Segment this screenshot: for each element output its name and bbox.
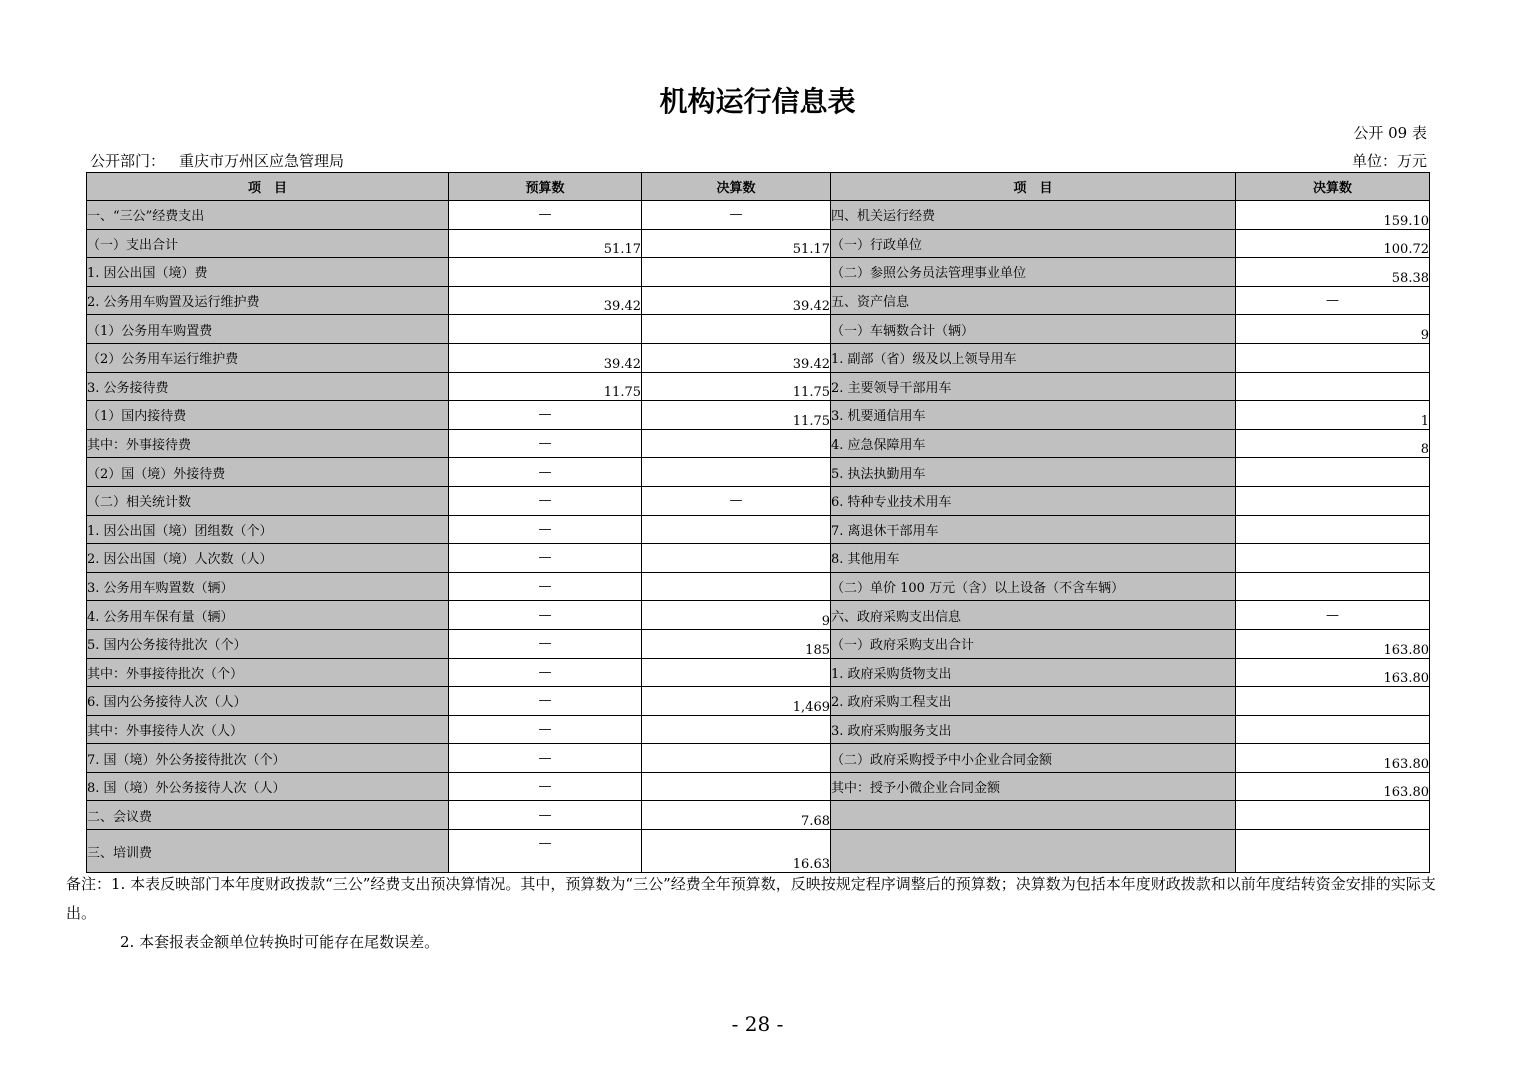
row-label-left: 2. 公务用车购置及运行维护费	[87, 286, 449, 315]
actual-value: 185	[642, 629, 831, 658]
actual-value	[642, 715, 831, 744]
actual-value	[642, 544, 831, 573]
unit-label: 单位：万元	[1351, 152, 1427, 170]
actual-value-right	[1236, 801, 1430, 830]
budget-value: —	[449, 201, 642, 230]
budget-value: —	[449, 830, 642, 873]
row-label-left: （2）国（境）外接待费	[87, 458, 449, 487]
row-label-right: （二）参照公务员法管理事业单位	[831, 258, 1236, 287]
table-row	[87, 486, 1430, 515]
actual-value	[642, 258, 831, 287]
row-label-right: 1. 政府采购货物支出	[831, 658, 1236, 687]
row-label-right	[831, 830, 1236, 873]
budget-value: —	[449, 687, 642, 716]
header-row	[87, 173, 1430, 201]
actual-value-right: 1	[1236, 401, 1430, 430]
actual-value-right: 163.80	[1236, 744, 1430, 773]
table-row	[87, 601, 1430, 630]
actual-value-right	[1236, 687, 1430, 716]
table-row	[87, 715, 1430, 744]
actual-value	[642, 744, 831, 773]
row-label-left: 3. 公务接待费	[87, 372, 449, 401]
table-row	[87, 629, 1430, 658]
row-label-right: （二）政府采购授予中小企业合同金额	[831, 744, 1236, 773]
actual-value	[642, 315, 831, 344]
table-row	[87, 315, 1430, 344]
actual-value: —	[642, 201, 831, 230]
row-label-left: 其中：外事接待费	[87, 429, 449, 458]
actual-value-right	[1236, 715, 1430, 744]
actual-value	[642, 658, 831, 687]
row-label-right: 六、政府采购支出信息	[831, 601, 1236, 630]
row-label-right: 8. 其他用车	[831, 544, 1236, 573]
actual-value-right: —	[1236, 286, 1430, 315]
row-label-left: 1. 因公出国（境）团组数（个）	[87, 515, 449, 544]
page-number: - 28 -	[731, 1012, 784, 1036]
row-label-left: 3. 公务用车购置数（辆）	[87, 572, 449, 601]
actual-value-right: 163.80	[1236, 772, 1430, 801]
header-actual-left: 决算数	[642, 173, 831, 201]
row-label-right: （二）单价 100 万元（含）以上设备（不含车辆）	[831, 572, 1236, 601]
budget-value: —	[449, 601, 642, 630]
row-label-right: 4. 应急保障用车	[831, 429, 1236, 458]
actual-value: 11.75	[642, 401, 831, 430]
row-label-right: 其中：授予小微企业合同金额	[831, 772, 1236, 801]
row-label-left: 4. 公务用车保有量（辆）	[87, 601, 449, 630]
table-row	[87, 801, 1430, 830]
actual-value-right: 163.80	[1236, 658, 1430, 687]
actual-value-right	[1236, 544, 1430, 573]
actual-value: 9	[642, 601, 831, 630]
budget-value: —	[449, 629, 642, 658]
actual-value-right: 163.80	[1236, 629, 1430, 658]
table-row	[87, 343, 1430, 372]
row-label-left: 三、培训费	[87, 830, 449, 873]
table-row	[87, 515, 1430, 544]
table-row	[87, 401, 1430, 430]
department-value: 重庆市万州区应急管理局	[179, 152, 345, 170]
row-label-left: 一、“三公”经费支出	[87, 201, 449, 230]
actual-value	[642, 429, 831, 458]
table-row	[87, 372, 1430, 401]
actual-value: 11.75	[642, 372, 831, 401]
row-label-right	[831, 801, 1236, 830]
actual-value: 39.42	[642, 286, 831, 315]
table-row	[87, 201, 1430, 230]
department-line	[90, 150, 344, 171]
budget-value: —	[449, 772, 642, 801]
row-label-right: 3. 政府采购服务支出	[831, 715, 1236, 744]
table-row	[87, 229, 1430, 258]
table-body	[87, 201, 1430, 873]
table-row	[87, 572, 1430, 601]
table-row	[87, 687, 1430, 716]
budget-value: —	[449, 801, 642, 830]
table-row	[87, 772, 1430, 801]
actual-value	[642, 515, 831, 544]
actual-value	[642, 572, 831, 601]
row-label-left: （1）国内接待费	[87, 401, 449, 430]
table-row	[87, 429, 1430, 458]
actual-value-right: 58.38	[1236, 258, 1430, 287]
row-label-left: （一）支出合计	[87, 229, 449, 258]
budget-value: —	[449, 744, 642, 773]
table-row	[87, 830, 1430, 873]
actual-value: 39.42	[642, 343, 831, 372]
row-label-right: 1. 副部（省）级及以上领导用车	[831, 343, 1236, 372]
table-row	[87, 258, 1430, 287]
budget-value: —	[449, 458, 642, 487]
row-label-left: 8. 国（境）外公务接待人次（人）	[87, 772, 449, 801]
row-label-left: （二）相关统计数	[87, 486, 449, 515]
table-row	[87, 544, 1430, 573]
row-label-right: 5. 执法执勤用车	[831, 458, 1236, 487]
row-label-right: （一）行政单位	[831, 229, 1236, 258]
row-label-right: 四、机关运行经费	[831, 201, 1236, 230]
budget-value: —	[449, 486, 642, 515]
row-label-left: 6. 国内公务接待人次（人）	[87, 687, 449, 716]
header-budget: 预算数	[449, 173, 642, 201]
header-item-right: 项 目	[831, 173, 1236, 201]
row-label-left: 2. 因公出国（境）人次数（人）	[87, 544, 449, 573]
actual-value-right	[1236, 830, 1430, 873]
actual-value-right	[1236, 486, 1430, 515]
budget-value	[449, 315, 642, 344]
actual-value: 16.63	[642, 830, 831, 873]
row-label-right: （一）车辆数合计（辆）	[831, 315, 1236, 344]
row-label-right: 五、资产信息	[831, 286, 1236, 315]
budget-value: —	[449, 401, 642, 430]
notes	[66, 870, 1451, 957]
note-1: 备注：1. 本表反映部门本年度财政拨款“三公”经费支出预决算情况。其中，预算数为“三公”经费全年预算数，反映按规定程序调整后的预算数；决算数为包括本年度财政拨款和以前年度结转资金安排的实际支出。	[66, 875, 1436, 922]
row-label-left: 二、会议费	[87, 801, 449, 830]
actual-value-right: 100.72	[1236, 229, 1430, 258]
table-row	[87, 286, 1430, 315]
actual-value-right	[1236, 343, 1430, 372]
header-actual-right: 决算数	[1236, 173, 1430, 201]
actual-value	[642, 458, 831, 487]
actual-value-right: 8	[1236, 429, 1430, 458]
actual-value-right	[1236, 372, 1430, 401]
actual-value-right	[1236, 458, 1430, 487]
actual-value: 51.17	[642, 229, 831, 258]
row-label-left: 其中：外事接待批次（个）	[87, 658, 449, 687]
form-number: 公开 09 表	[1353, 124, 1427, 142]
budget-value: 39.42	[449, 343, 642, 372]
actual-value-right: 9	[1236, 315, 1430, 344]
row-label-right: （一）政府采购支出合计	[831, 629, 1236, 658]
budget-value: 51.17	[449, 229, 642, 258]
actual-value-right: —	[1236, 601, 1430, 630]
row-label-right: 7. 离退休干部用车	[831, 515, 1236, 544]
budget-value: —	[449, 572, 642, 601]
budget-value	[449, 258, 642, 287]
table-row	[87, 744, 1430, 773]
budget-value: —	[449, 658, 642, 687]
department-label: 公开部门：	[90, 152, 166, 170]
row-label-right: 2. 政府采购工程支出	[831, 687, 1236, 716]
page-title: 机构运行信息表	[659, 85, 856, 118]
table-row	[87, 658, 1430, 687]
row-label-left: 7. 国（境）外公务接待批次（个）	[87, 744, 449, 773]
row-label-left: 1. 因公出国（境）费	[87, 258, 449, 287]
budget-value: 39.42	[449, 286, 642, 315]
row-label-right: 2. 主要领导干部用车	[831, 372, 1236, 401]
budget-value: —	[449, 429, 642, 458]
budget-value: —	[449, 544, 642, 573]
row-label-left: 5. 国内公务接待批次（个）	[87, 629, 449, 658]
budget-value: —	[449, 715, 642, 744]
table-row	[87, 458, 1430, 487]
actual-value: —	[642, 486, 831, 515]
row-label-right: 3. 机要通信用车	[831, 401, 1236, 430]
budget-value: 11.75	[449, 372, 642, 401]
header-item-left: 项 目	[87, 173, 449, 201]
row-label-right: 6. 特种专业技术用车	[831, 486, 1236, 515]
actual-value: 1,469	[642, 687, 831, 716]
budget-value: —	[449, 515, 642, 544]
actual-value	[642, 772, 831, 801]
row-label-left: （1）公务用车购置费	[87, 315, 449, 344]
note-2: 2. 本套报表金额单位转换时可能存在尾数误差。	[120, 933, 440, 951]
actual-value: 7.68	[642, 801, 831, 830]
actual-value-right	[1236, 572, 1430, 601]
row-label-left: （2）公务用车运行维护费	[87, 343, 449, 372]
actual-value-right: 159.10	[1236, 201, 1430, 230]
actual-value-right	[1236, 515, 1430, 544]
row-label-left: 其中：外事接待人次（人）	[87, 715, 449, 744]
info-table	[86, 172, 1430, 873]
